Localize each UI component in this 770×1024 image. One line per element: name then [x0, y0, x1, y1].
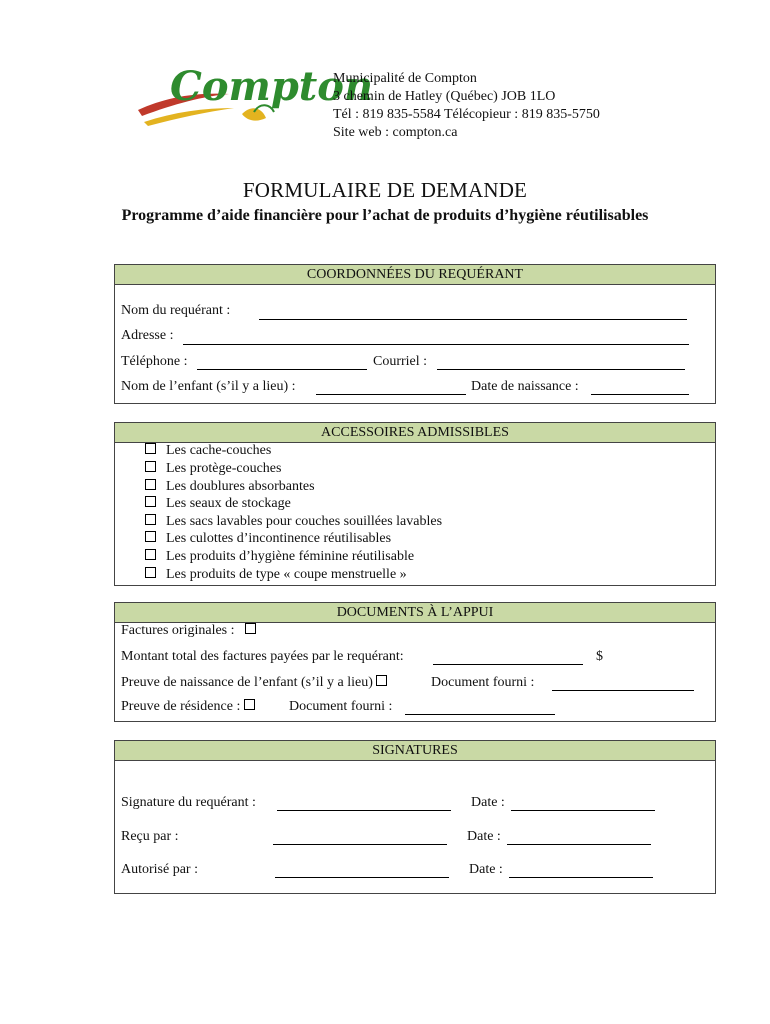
preuve-residence-checkbox[interactable]	[244, 699, 255, 710]
autorise-field[interactable]	[275, 877, 449, 878]
courriel-field[interactable]	[437, 369, 685, 370]
recu-label: Reçu par :	[121, 829, 179, 844]
adresse-field[interactable]	[183, 344, 689, 345]
address-line: Site web : compton.ca	[333, 125, 458, 140]
list-item[interactable]: Les sacs lavables pour couches souillées lavables	[145, 514, 442, 530]
municipality-address	[333, 70, 600, 142]
autorise-label: Autorisé par :	[121, 862, 198, 877]
date-label: Date :	[471, 795, 505, 810]
signature-label: Signature du requérant :	[121, 795, 256, 810]
currency-symbol: $	[596, 649, 603, 664]
list-item[interactable]: Les culottes d’incontinence réutilisables	[145, 531, 391, 547]
list-item[interactable]: Les produits de type « coupe menstruelle »	[145, 567, 407, 583]
document-fourni-label: Document fourni :	[431, 675, 535, 690]
checkbox[interactable]	[145, 443, 156, 454]
list-item[interactable]: Les cache-couches	[145, 443, 271, 459]
recu-date-field[interactable]	[507, 844, 651, 845]
form-title: FORMULAIRE DE DEMANDE	[242, 178, 528, 202]
montant-label: Montant total des factures payées par le requérant:	[121, 649, 404, 664]
section-signatures	[114, 740, 716, 894]
document-fourni-label: Document fourni :	[289, 699, 393, 714]
preuve-residence-label: Preuve de résidence :	[121, 699, 255, 715]
address-line: 3 chemin de Hatley (Québec) JOB 1LO	[333, 89, 556, 104]
telephone-field[interactable]	[197, 369, 367, 370]
compton-logo	[134, 52, 374, 138]
checkbox[interactable]	[145, 514, 156, 525]
checkbox[interactable]	[145, 496, 156, 507]
list-item[interactable]: Les produits d’hygiène féminine réutilisable	[145, 549, 414, 565]
recu-field[interactable]	[273, 844, 447, 845]
section-heading: DOCUMENTS À L’APPUI	[115, 603, 715, 623]
telephone-label: Téléphone :	[121, 354, 188, 369]
document-fourni-field[interactable]	[552, 690, 694, 691]
autorise-date-field[interactable]	[509, 877, 653, 878]
checkbox[interactable]	[145, 479, 156, 490]
section-accessoires	[114, 422, 716, 586]
document-fourni-field[interactable]	[405, 714, 555, 715]
checkbox[interactable]	[145, 461, 156, 472]
date-label: Date :	[467, 829, 501, 844]
section-coordonnees	[114, 264, 716, 404]
factures-checkbox[interactable]	[245, 623, 256, 634]
list-item[interactable]: Les doublures absorbantes	[145, 479, 315, 495]
adresse-label: Adresse :	[121, 328, 174, 343]
enfant-label: Nom de l’enfant (s’il y a lieu) :	[121, 379, 296, 394]
logo-text: Compton	[170, 63, 374, 110]
section-documents	[114, 602, 716, 722]
courriel-label: Courriel :	[373, 354, 428, 369]
preuve-naissance-checkbox[interactable]	[376, 675, 387, 686]
checkbox[interactable]	[145, 531, 156, 542]
preuve-naissance-label: Preuve de naissance de l’enfant (s’il y a lieu)	[121, 675, 387, 691]
section-heading: COORDONNÉES DU REQUÉRANT	[115, 265, 715, 285]
nom-label: Nom du requérant :	[121, 303, 231, 318]
address-line: Tél : 819 835-5584 Télécopieur : 819 835-5750	[333, 107, 600, 122]
checkbox[interactable]	[145, 549, 156, 560]
date-label: Date :	[469, 862, 503, 877]
checkbox[interactable]	[145, 567, 156, 578]
address-line: Municipalité de Compton	[333, 71, 477, 86]
signature-field[interactable]	[277, 810, 451, 811]
form-subtitle: Programme d’aide financière pour l’achat de produits d’hygiène réutilisables	[121, 207, 649, 224]
signature-date-field[interactable]	[511, 810, 655, 811]
section-heading: ACCESSOIRES ADMISSIBLES	[115, 423, 715, 443]
section-heading: SIGNATURES	[115, 741, 715, 761]
list-item[interactable]: Les seaux de stockage	[145, 496, 291, 512]
enfant-field[interactable]	[316, 394, 466, 395]
nom-field[interactable]	[259, 319, 687, 320]
factures-label: Factures originales :	[121, 623, 256, 639]
montant-field[interactable]	[433, 664, 583, 665]
naissance-label: Date de naissance :	[471, 379, 579, 394]
naissance-field[interactable]	[591, 394, 689, 395]
list-item[interactable]: Les protège-couches	[145, 461, 281, 477]
